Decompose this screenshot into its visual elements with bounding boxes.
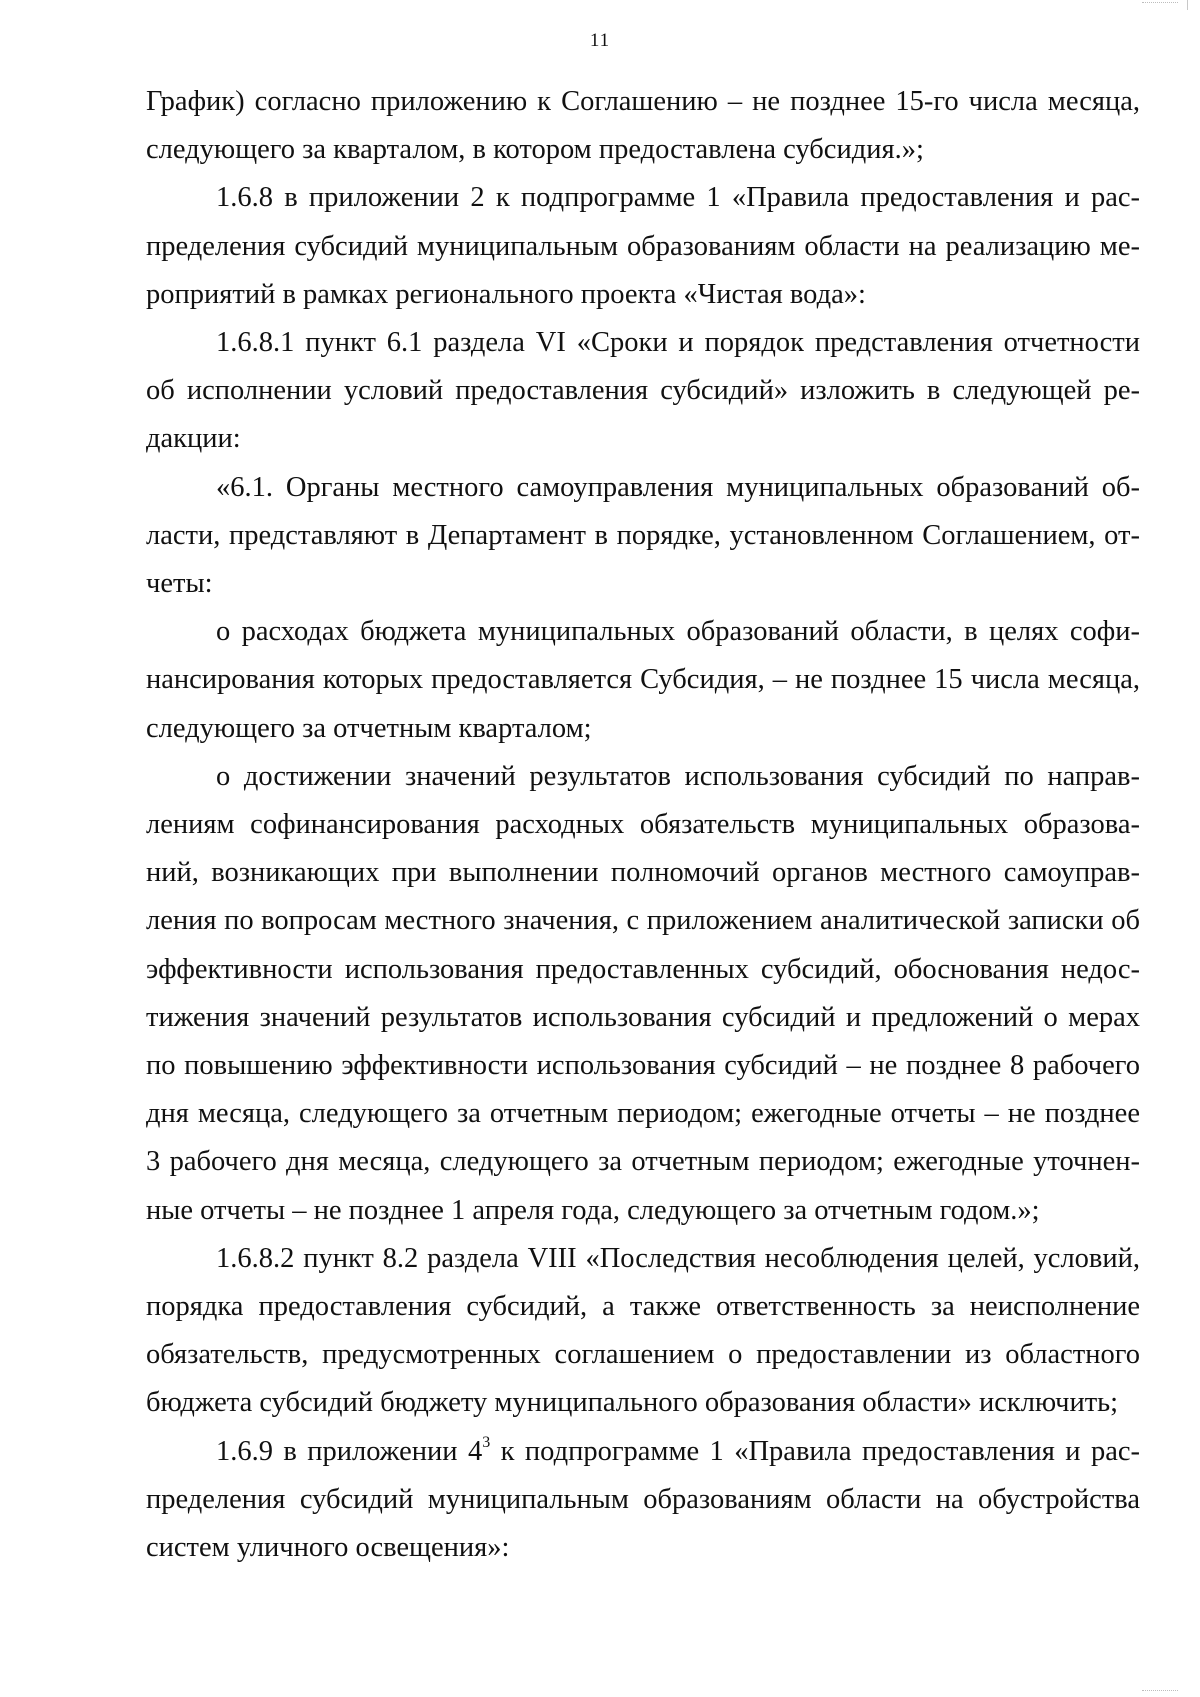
paragraph-1-6-9-lead: 1.6.9 в приложении 4 bbox=[216, 1435, 483, 1467]
appendix-superscript: 3 bbox=[482, 1433, 491, 1451]
paragraph-grafik-continuation: График) согласно приложению к Соглашению – не позднее 15-го числа месяца, следующего за кварталом, в котором предоставлена субсидия.»; bbox=[146, 86, 1140, 166]
paragraph-1-6-9-rest: к подпрограмме 1 «Правила предоставления и распределения субсидий муниципальным образованиям области на обустройства систем уличного освещения»: bbox=[146, 1435, 1140, 1564]
paragraph-1-6-9 bbox=[146, 1428, 1140, 1573]
paragraph-1-6-8-1: 1.6.8.1 пункт 6.1 раздела VI «Сроки и порядок представления отчетности об исполнении условий предоставления субсидий» изложить в следующей редакции: bbox=[146, 327, 1140, 455]
document-body bbox=[146, 78, 1140, 1572]
top-right-scan-tick bbox=[1187, 0, 1188, 10]
page-number: 11 bbox=[589, 30, 611, 51]
paragraph-1-6-8: 1.6.8 в приложении 2 к подпрограмме 1 «Правила предоставления и распределения субсидий муниципальным образованиям области на реализацию мероприятий в рамках регионального проекта «Чистая вода»: bbox=[146, 182, 1140, 310]
top-right-scan-mark bbox=[1142, 2, 1178, 3]
paragraph-6-1-intro: «6.1. Органы местного самоуправления муниципальных образований области, представляют в Департамент в порядке, установленном Соглашением, отчеты: bbox=[146, 471, 1140, 600]
bottom-right-scan-mark bbox=[1142, 1690, 1178, 1691]
paragraph-expenses-report: о расходах бюджета муниципальных образований области, в целях софинансирования которых предоставляется Субсидия, – не позднее 15 числа месяца, следующего за отчетным кварталом; bbox=[146, 616, 1140, 744]
paragraph-1-6-8-2: 1.6.8.2 пункт 8.2 раздела VIII «Последствия несоблюдения целей, условий, порядка предоставления субсидий, а также ответственность за неисполнение обязательств, предусмотренных соглашением о предоставлении из областного бюджета субсидий бюджету муниципального образования области» исключить; bbox=[146, 1242, 1140, 1419]
paragraph-results-report: о достижении значений результатов использования субсидий по направлениям софинансирования расходных обязательств муниципальных образований, возникающих при выполнении полномочий органов местного самоуправления по вопросам местного значения, с приложением аналитической записки об эффективности использования предоставленных субсидий, обоснования недостижения значений результатов использования субсидий и предложений о мерах по повышению эффективности использования субсидий – не позднее 8 рабочего дня месяца, следующего за отчетным периодом; ежегодные отчеты – не позднее 3 рабочего дня месяца, следующего за отчетным периодом; ежегодные уточненные отчеты – не позднее 1 апреля года, следующего за отчетным годом.»; bbox=[146, 760, 1140, 1226]
